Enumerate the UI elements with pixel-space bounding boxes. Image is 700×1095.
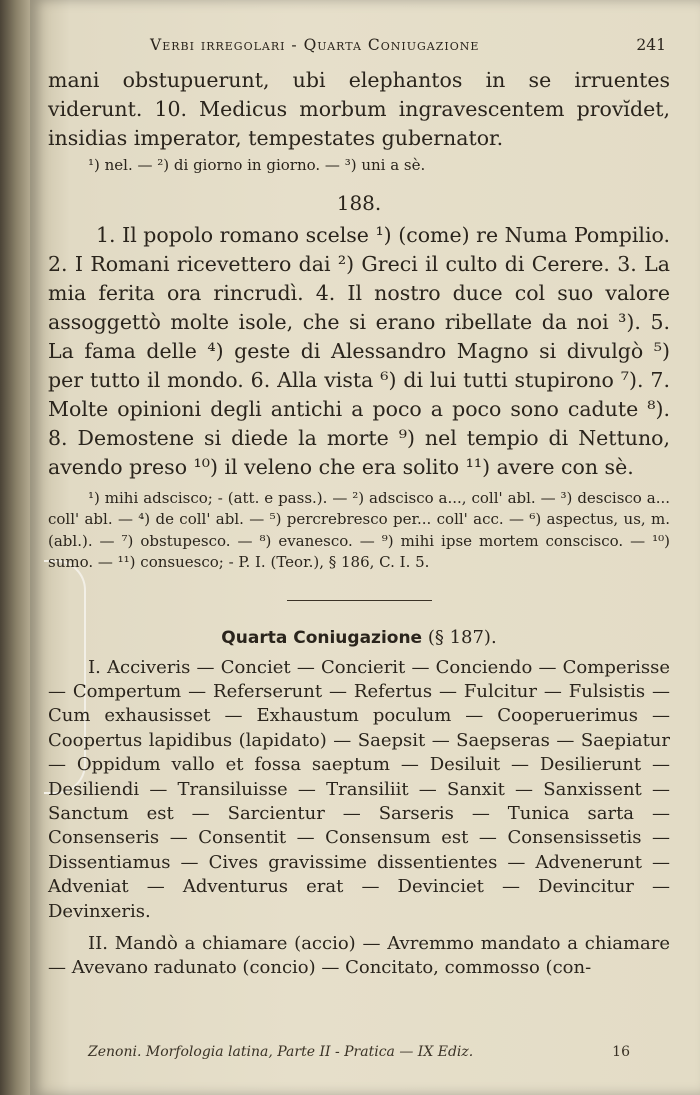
answer-list-II: II. Mandò a chiamare (accio) — Avremmo mandato a chiamare — Avevano radunato (concio) — Concitato, commosso (con- [48,932,670,979]
header-title: Verbi irregolari - Quarta Coniugazione [150,36,480,54]
exercise-number: 188. [336,190,382,215]
page-number: 241 [636,36,666,54]
subheading [48,627,670,648]
page-content [48,36,670,981]
signature-number: 16 [612,1044,630,1060]
running-header [48,36,670,66]
answer-list [48,656,670,981]
top-footnote: ¹) nel. — ²) di giorno in giorno. — ³) uni a sè. [88,156,426,174]
footer-text: Zenoni. Morfologia latina, Parte II - Pratica — IX Ediz. [88,1044,474,1060]
subheading-title: Quarta Coniugazione [221,627,423,648]
book-binding [0,0,30,1095]
top-paragraph: mani obstupuerunt, ubi elephantos in se irruentes viderunt. 10. Medicus morbum ingravescentem provĭdet, insidias imperator, tempestates gubernator. [48,68,670,150]
section-divider [287,600,432,601]
exercise-footnotes: ¹) mihi adscisco; - (att. e pass.). — ²) adscisco a..., coll' abl. — ³) descisco a... coll' abl. — ⁴) de coll' abl. — ⁵) percrebresco per... coll' acc. — ⁶) aspectus, us, m. (abl.). — ⁷) obstupesco. — ⁸) evanesco. — ⁹) mihi ipse mortem conscisco. — ¹⁰) sumo. — ¹¹) consuesco; - P. I. (Teor.), § 186, C. I. 5. [48,488,670,571]
page-footer [88,1044,630,1060]
exercise-paragraph: 1. Il popolo romano scelse ¹) (come) re Numa Pompilio. 2. I Romani ricevettero dai ²) Greci il culto di Cerere. 3. La mia ferita ora rincrudì. 4. Il nostro duce col suo valore assoggettò molte isole, che si erano ribellate da noi ³). 5. La fama delle ⁴) geste di Alessandro Magno si divulgò ⁵) per tutto il mondo. 6. Alla vista ⁶) di lui tutti stupirono ⁷). 7. Molte opinioni degli antichi a poco a poco sono cadute ⁸). 8. Demostene si diede la morte ⁹) nel tempio di Nettuno, avendo preso ¹⁰) il veleno che era solito ¹¹) avere con sè. [48,222,670,479]
answer-list-I: I. Acciveris — Conciet — Concierit — Conciendo — Comperisse — Compertum — Referserunt — Refertus — Fulcitur — Fulsistis — Cum exhausisset — Exhaustum poculum — Cooperuerimus — Coopertus lapidibus (lapidato) — Saepsit — Saepseras — Saepiatur — Oppidum vallo et fossa saeptum — Desiluit — Desilierunt — Desiliendi — Transiluisse — Transiliit — Sanxit — Sanxissent — Sanctum est — Sarcientur — Sarseris — Tunica sarta — Consenseris — Consentit — Consensum est — Consensissetis — Dissentiamus — Cives gravissime dissentientes — Advenerunt — Adveniat — Adventurus erat — Devinciet — Devincitur — Devinxeris. [48,656,670,922]
subheading-ref: (§ 187). [427,626,497,648]
